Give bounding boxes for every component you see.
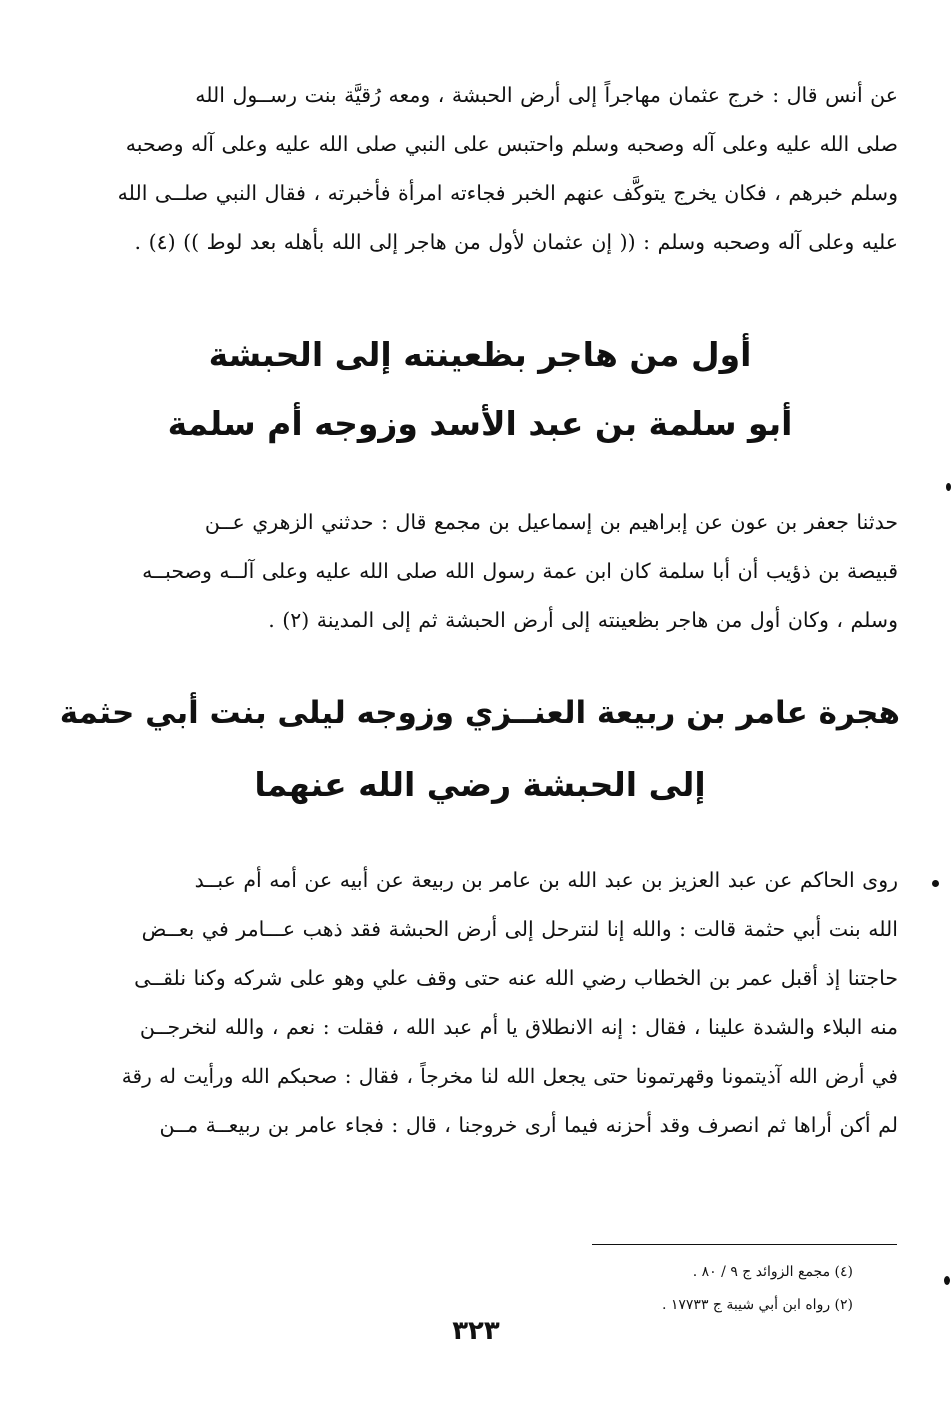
text-line: حدثنا جعفر بن عون عن إبراهيم بن إسماعيل بن مجمع قال : حدثني الزهري عــن	[204, 510, 898, 534]
text-line: حاجتنا إذ أقبل عمر بن الخطاب رضي الله عنه حتى وقف علي وهو على شركه وكنا نلقــى	[134, 966, 898, 990]
text-line: الله بنت أبي حثمة قالت : والله إنا لنترحل إلى أرض الحبشة فقد ذهب عـــامر في بعــض	[141, 917, 898, 941]
page-number: ٣٢٣	[452, 1316, 500, 1346]
scan-speck	[946, 483, 951, 491]
footnote: (٢) رواه ابن أبي شيبة ج ١٧٧٣٣ .	[661, 1297, 853, 1313]
text-line: روى الحاكم عن عبد العزيز بن عبد الله بن عامر بن ربيعة عن أبيه عن أمه أم عبــد	[194, 868, 898, 892]
scan-speck	[932, 880, 939, 887]
text-line: عليه وعلى آله وصحبه وسلم : (( إن عثمان لأول من هاجر إلى الله بأهله بعد لوط )) (٤) .	[134, 230, 898, 254]
text-line: قبيصة بن ذؤيب أن أبا سلمة كان ابن عمة رسول الله صلى الله عليه وعلى آلــه وصحبــه	[142, 559, 898, 583]
text-line: وسلم خبرهم ، فكان يخرج يتوكَّف عنهم الخبر فجاءته امرأة فأخبرته ، فقال النبي صلــى الله	[118, 181, 898, 205]
section-heading-2-line-1: هجرة عامر بن ربيعة العنــزي وزوجه ليلى بنت أبي حثمة	[59, 695, 900, 731]
text-line: في أرض الله آذيتمونا وقهرتمونا حتى يجعل الله لنا مخرجاً ، فقال : صحبكم الله ورأيت له رقة	[121, 1064, 898, 1088]
section-heading-1-line-2: أبو سلمة بن عبد الأسد وزوجه أم سلمة	[167, 404, 793, 443]
paragraph-abu-salama	[118, 498, 898, 645]
footnote-divider	[592, 1244, 897, 1245]
footnote: (٤) مجمع الزوائد ج ٩ / ٨٠ .	[692, 1264, 853, 1280]
scan-speck	[944, 1276, 950, 1285]
footnotes	[560, 1256, 853, 1322]
paragraph-hakim-narration	[118, 856, 898, 1150]
text-line: عن أنس قال : خرج عثمان مهاجراً إلى أرض الحبشة ، ومعه رُقيَّة بنت رســول الله	[195, 83, 898, 107]
text-line: صلى الله عليه وعلى آله وصحبه وسلم واحتبس على النبي صلى الله عليه وعلى آله وصحبه	[125, 132, 898, 156]
section-heading-1-line-1: أول من هاجر بظعينته إلى الحبشة	[208, 335, 752, 374]
text-line: لم أكن أراها ثم انصرف وقد أحزنه فيما أرى خروجنا ، قال : فجاء عامر بن ربيعــة مــن	[159, 1113, 898, 1137]
section-heading-2-line-2: إلى الحبشة رضي الله عنهما	[254, 765, 706, 804]
text-line: وسلم ، وكان أول من هاجر بظعينته إلى أرض الحبشة ثم إلى المدينة (٢) .	[268, 608, 898, 632]
text-line: منه البلاء والشدة علينا ، فقال : إنه الانطلاق يا أم عبد الله ، فقلت : نعم ، والله لنخرجــن	[139, 1015, 898, 1039]
paragraph-anas-narration	[118, 71, 898, 267]
